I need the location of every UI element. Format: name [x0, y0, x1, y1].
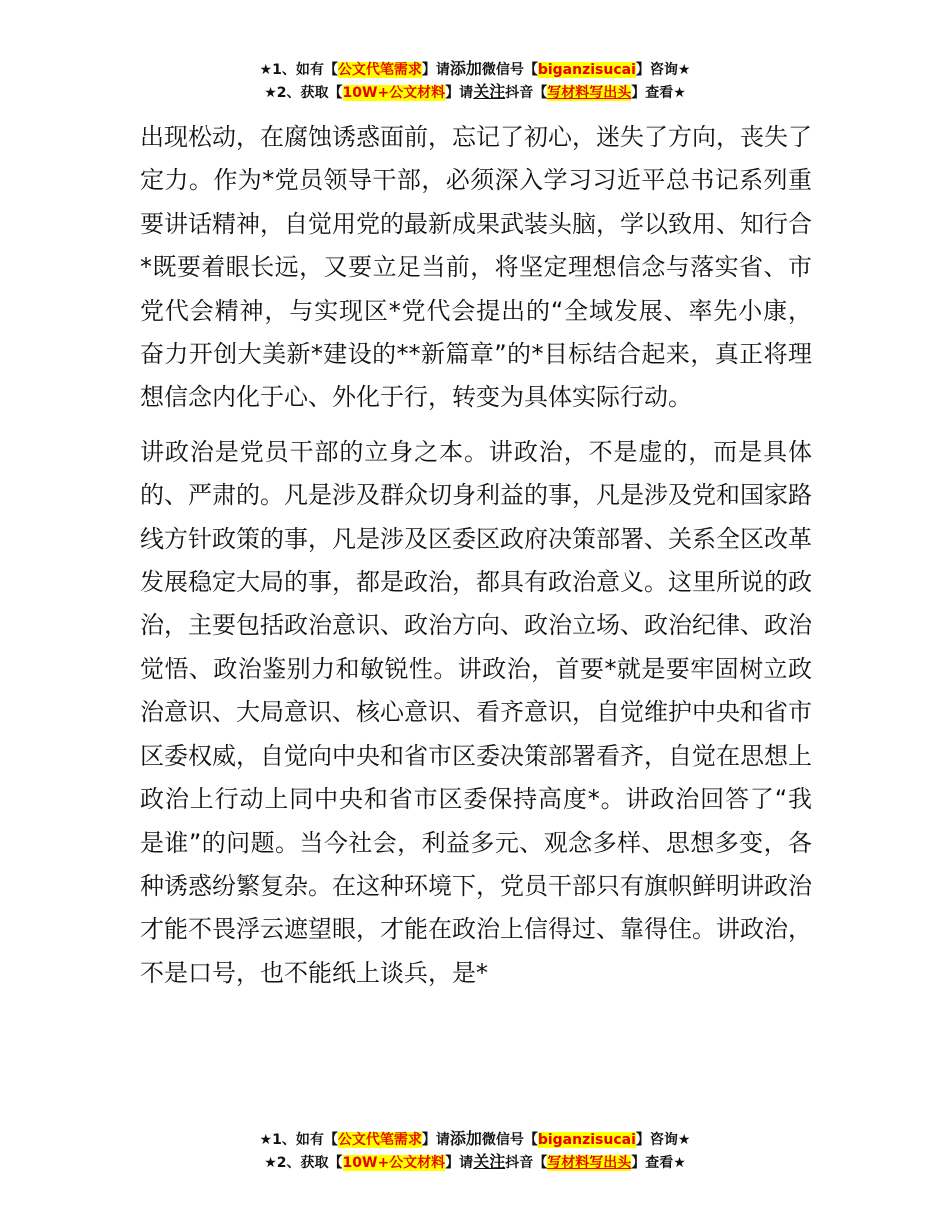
promo-text: ★2、获取【	[264, 1155, 343, 1171]
promo-text: 抖音【	[505, 85, 548, 101]
footer-promo-line-1	[0, 1128, 950, 1151]
promo-text: 】请	[421, 1132, 450, 1148]
promo-text: 】请	[445, 1155, 474, 1171]
promo-text: 】查看★	[631, 1155, 686, 1171]
promo-text: 】查看★	[631, 85, 686, 101]
promo-highlight: 公文代笔需求	[337, 1132, 422, 1148]
footer-promo-banner	[0, 1128, 950, 1174]
promo-text: 微信号【	[481, 62, 538, 78]
promo-highlight: 10W+公文材料	[342, 85, 446, 101]
body-paragraph: 讲政治是党员干部的立身之本。讲政治，不是虚的，而是具体的、严肃的。凡是涉及群众切身利益的事，凡是涉及党和国家路线方针政策的事，凡是涉及区委区政府决策部署、关系全区改革发展稳定大局的事，都是政治，都具有政治意义。这里所说的政治，主要包括政治意识、政治方向、政治立场、政治纪律、政治觉悟、政治鉴别力和敏锐性。讲政治，首要*就是要牢固树立政治意识、大局意识、核心意识、看齐意识，自觉维护中央和省市区委权威，自觉向中央和省市区委决策部署看齐，自觉在思想上政治上行动上同中央和省市区委保持高度*。讲政治回答了“我是谁”的问题。当今社会，利益多元、观念多样、思想多变，各种诱惑纷繁复杂。在这种环境下，党员干部只有旗帜鲜明讲政治才能不畏浮云遮望眼，才能在政治上信得过、靠得住。讲政治，不是口号，也不能纸上谈兵，是*	[140, 437, 812, 987]
promo-text: 抖音【	[505, 1155, 548, 1171]
body-paragraph: 出现松动，在腐蚀诱惑面前，忘记了初心，迷失了方向，丧失了定力。作为*党员领导干部，必须深入学习习近平总书记系列重要讲话精神，自觉用党的最新成果武装头脑，学以致用、知行合*既要着眼长远，又要立足当前，将坚定理想信念与落实省、市党代会精神，与实现区*党代会提出的“全域发展、率先小康，奋力开创大美新*建设的**新篇章”的*目标结合起来，真正将理想信念内化于心、外化于行，转变为具体实际行动。	[140, 123, 812, 412]
promo-highlight: 写材料写出头	[547, 1155, 632, 1171]
header-promo-line-2	[0, 81, 950, 104]
footer-promo-line-2	[0, 1151, 950, 1174]
promo-highlight: biganzisucai	[537, 62, 636, 78]
promo-emphasis: 关注	[473, 82, 506, 101]
promo-highlight: 写材料写出头	[547, 85, 632, 101]
promo-text: 】咨询★	[635, 62, 691, 78]
promo-text: ★2、获取【	[264, 85, 343, 101]
promo-text: 】请	[421, 62, 450, 78]
promo-emphasis: 添加	[449, 59, 482, 78]
promo-text: 】咨询★	[635, 1132, 691, 1148]
promo-text: ★1、如有【	[259, 1132, 338, 1148]
document-body	[140, 116, 812, 995]
promo-highlight: 公文代笔需求	[337, 62, 422, 78]
promo-text: 微信号【	[481, 1132, 538, 1148]
promo-emphasis: 添加	[449, 1129, 482, 1148]
promo-highlight: biganzisucai	[537, 1132, 636, 1148]
promo-emphasis: 关注	[473, 1152, 506, 1171]
promo-text: ★1、如有【	[259, 62, 338, 78]
promo-text: 】请	[445, 85, 474, 101]
promo-highlight: 10W+公文材料	[342, 1155, 446, 1171]
header-promo-banner	[0, 58, 950, 104]
header-promo-line-1	[0, 58, 950, 81]
